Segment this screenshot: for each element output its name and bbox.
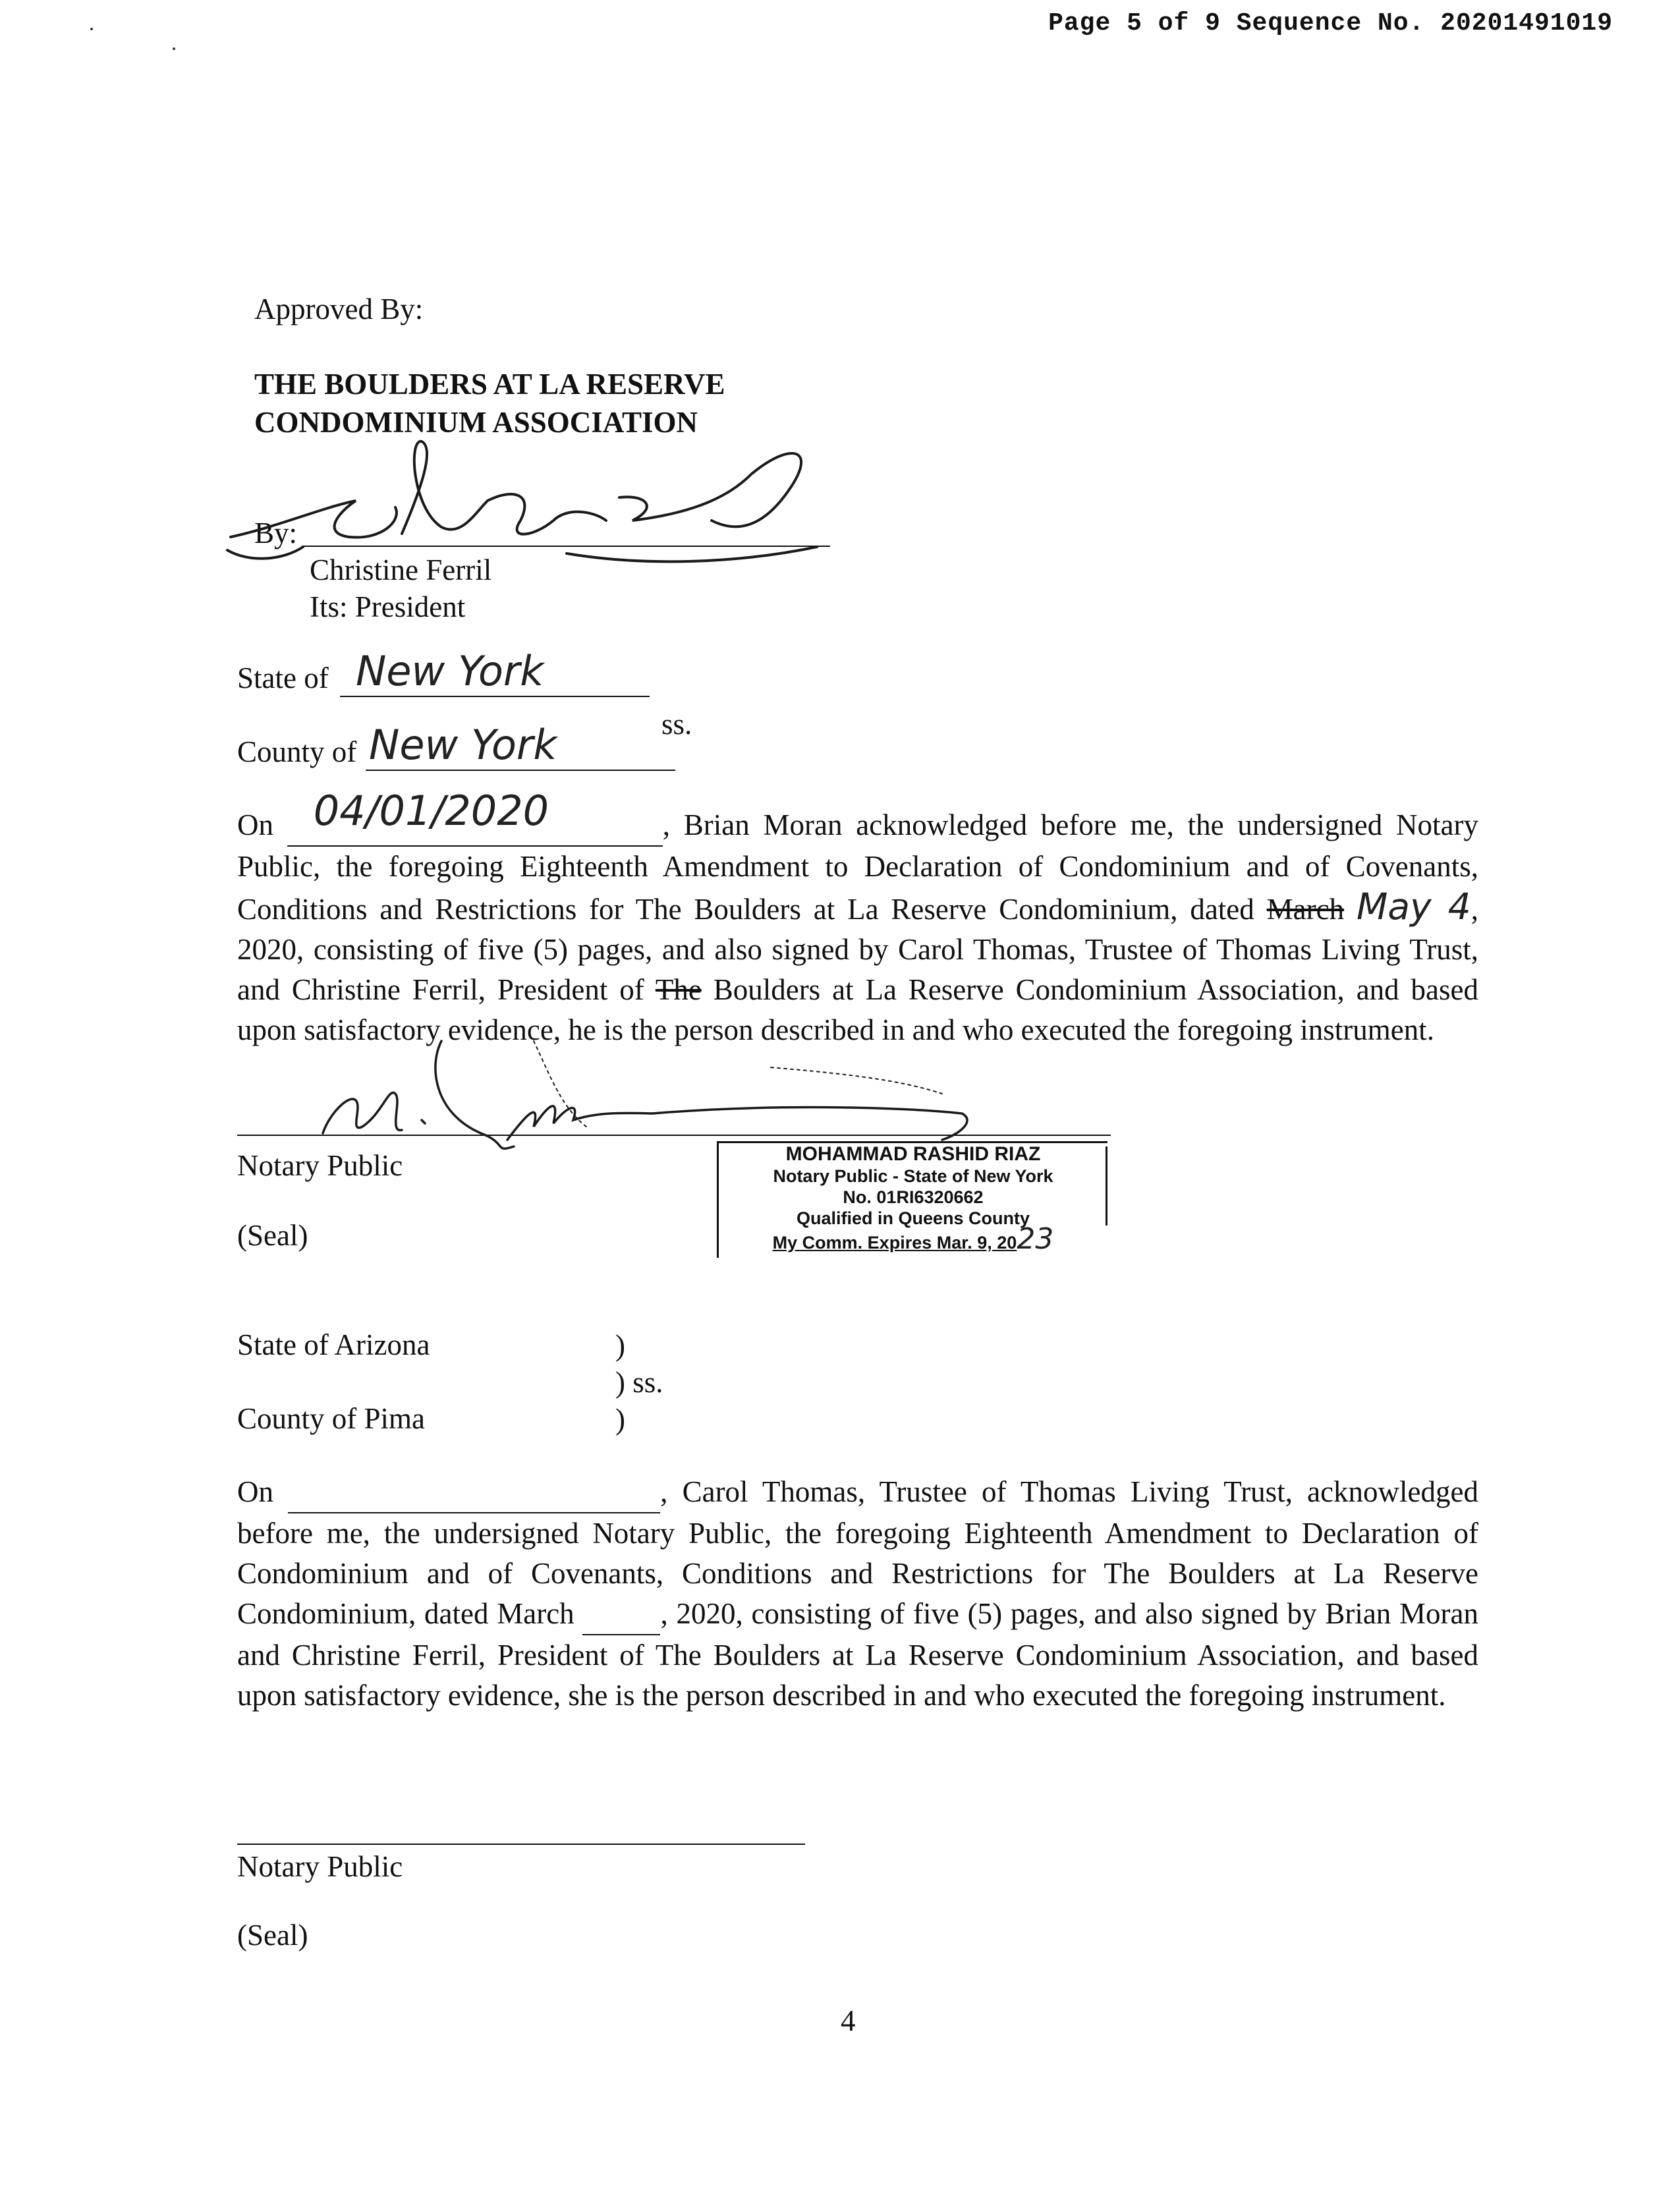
notary1-text-part2: , 2020, consisting of five (5) pages, and also signed by Carol Thomas, Trustee of Thomas Living Trust, and Christine Ferril, President of (237, 893, 1478, 1006)
date-blank (287, 787, 663, 847)
county-pima: County of Pima (237, 1402, 426, 1435)
stamp-commission-number: No. 01RI6320662 (843, 1187, 984, 1207)
paren-ss: ) ss. (615, 1366, 663, 1399)
notary1-text-part1: , Brian Moran acknowledged before me, the undersigned Notary Public, the foregoing Eighteenth Amendment to Declaration of Condominium and of Covenants, Conditions and Restrictions for The Boulders at La Reserve Condominium, dated (237, 808, 1478, 926)
ss-label: ss. (661, 708, 692, 741)
state-handwritten: New York (356, 647, 544, 695)
page-sequence-header: Page 5 of 9 Sequence No. 20201491019 (1048, 9, 1613, 38)
notary1-text-part3: Boulders at La Reserve Condominium Association, and based upon satisfactory evidence, he is the person described in and who executed the foregoing instrument. (237, 973, 1479, 1046)
notary2-text-part1: , Carol Thomas, Trustee of Thomas Living Trust, acknowledged before me, the undersigned Notary Public, the foregoing Eighteenth Amendment to Declaration of Condominium and of Covenants, Conditions and Restrictions for The Boulders at La Reserve Condominium, dated March (237, 1475, 1479, 1630)
president-signature (224, 422, 856, 593)
state-label: State of (237, 662, 329, 694)
on-label: On (237, 808, 273, 841)
notary2-text-part2: , 2020, consisting of five (5) pages, and also signed by Brian Moran and Christine Ferril, President of The Boulders at La Reserve Condominium Association, and based upon satisfactory evidence, she is the person described in and who executed the foregoing instrument. (237, 1597, 1479, 1712)
date-blank-2 (288, 1472, 660, 1513)
org-name-line1: THE BOULDERS AT LA RESERVE (254, 368, 725, 401)
page-number: 4 (841, 2004, 856, 2037)
stamp-notary-name: MOHAMMAD RASHID RIAZ (785, 1143, 1041, 1165)
notary2-seal-label: (Seal) (237, 1919, 308, 1952)
notary2-public-label: Notary Public (237, 1850, 403, 1883)
state-arizona: State of Arizona (237, 1328, 430, 1361)
scan-speck (173, 47, 175, 50)
county-handwritten: New York (369, 721, 557, 769)
approved-by-label: Approved By: (254, 293, 424, 325)
signer-title: Its: President (310, 590, 466, 623)
struck-month: March (1266, 893, 1345, 926)
stamp-expiration (719, 1222, 1107, 1256)
notary-signature (310, 1001, 995, 1160)
scan-speck (90, 28, 93, 30)
day-blank (582, 1594, 660, 1635)
notary2-paragraph (237, 1472, 1478, 1716)
county-blank-line (366, 770, 675, 771)
signer-name: Christine Ferril (310, 553, 492, 586)
handwritten-month: May 4 (1356, 886, 1471, 928)
notary2-signature-line (237, 1844, 805, 1845)
stamp-expiration-text: My Comm. Expires Mar. 9, 20 (772, 1233, 1017, 1253)
state-blank-line (340, 696, 650, 697)
date-handwritten: 04/01/2020 (313, 787, 549, 835)
notary1-public-label: Notary Public (237, 1149, 403, 1182)
stamp-qualified-county: Qualified in Queens County (796, 1208, 1030, 1228)
stamp-right-edge (1106, 1146, 1107, 1226)
county-label: County of (237, 735, 357, 768)
by-label: By: (254, 517, 298, 550)
org-name-line2: CONDOMINIUM ASSOCIATION (254, 406, 698, 439)
notary1-seal-label: (Seal) (237, 1219, 308, 1252)
on-label-2: On (237, 1475, 273, 1508)
paren-top: ) (615, 1329, 625, 1362)
paren-bottom: ) (615, 1403, 625, 1436)
struck-article: The (655, 973, 702, 1006)
notary-stamp (717, 1141, 1107, 1258)
stamp-year-handwritten: 23 (1017, 1222, 1054, 1256)
stamp-commission-state: Notary Public - State of New York (773, 1166, 1053, 1186)
